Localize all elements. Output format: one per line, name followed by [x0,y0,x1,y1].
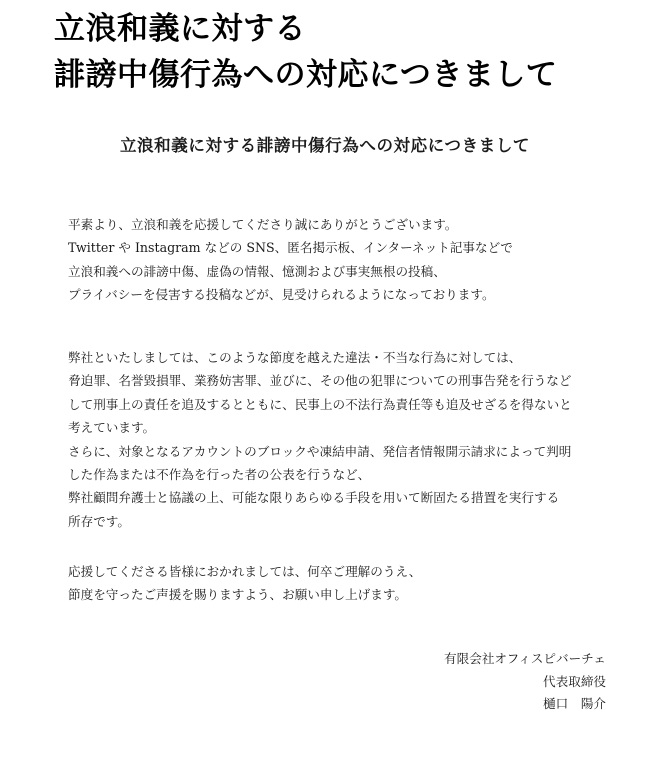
paragraph-legal-action [68,346,628,533]
paragraph-closing [68,560,628,607]
paragraph-line: 応援してくださる皆様におかれましては、何卒ご理解のうえ、 [68,564,422,579]
paragraph-line: 考えています。 [68,420,156,436]
paragraph-greeting [68,213,628,307]
paragraph-line: 平素より、立浪和義を応援してくださり誠にありがとうございます。 [68,217,458,232]
paragraph-line: Twitter や Instagram などの SNS、匿名掲示板、インターネット記事などで [68,240,513,256]
paragraph-line: して刑事上の責任を追及するとともに、民事上の不法行為責任等も追及せざるを得ないと [68,396,572,412]
headline [54,6,644,98]
paragraph-line: 所存です。 [68,513,130,529]
paragraph-line: 弊社といたしましては、このような節度を越えた違法・不当な行為に対しては、 [68,350,522,365]
headline-line-2: 誹謗中傷行為への対応につきまして [54,57,558,93]
headline-line-1: 立浪和義に対する [54,11,306,47]
signature-company: 有限会社オフィスピバーチェ [444,651,606,666]
paragraph-line: 弊社顧問弁護士と協議の上、可能な限りあらゆる手段を用いて断固たる措置を実行する [68,490,560,506]
signature-block [444,648,606,716]
paragraph-line: した作為または不作為を行った者の公表を行うなど、 [68,467,371,483]
paragraph-line: プライバシーを侵害する投稿などが、見受けられるようになっております。 [68,287,495,303]
paragraph-line: 立浪和義への誹謗中傷、虚偽の情報、憶測および事実無根の投稿、 [68,263,446,279]
paragraph-line: 節度を守ったご声援を賜りますよう、お願い申し上げます。 [68,587,408,603]
signature-role: 代表取締役 [543,673,606,689]
letter-title: 立浪和義に対する誹謗中傷行為への対応につきまして [119,136,531,155]
paragraph-line: 脅迫罪、名誉毀損罪、業務妨害罪、並びに、その他の犯罪についての刑事告発を行うなど [68,373,572,389]
paragraph-line: さらに、対象となるアカウントのブロックや凍結申請、発信者情報開示請求によって判明 [68,443,572,459]
signature-name: 樋口 陽介 [543,696,606,711]
